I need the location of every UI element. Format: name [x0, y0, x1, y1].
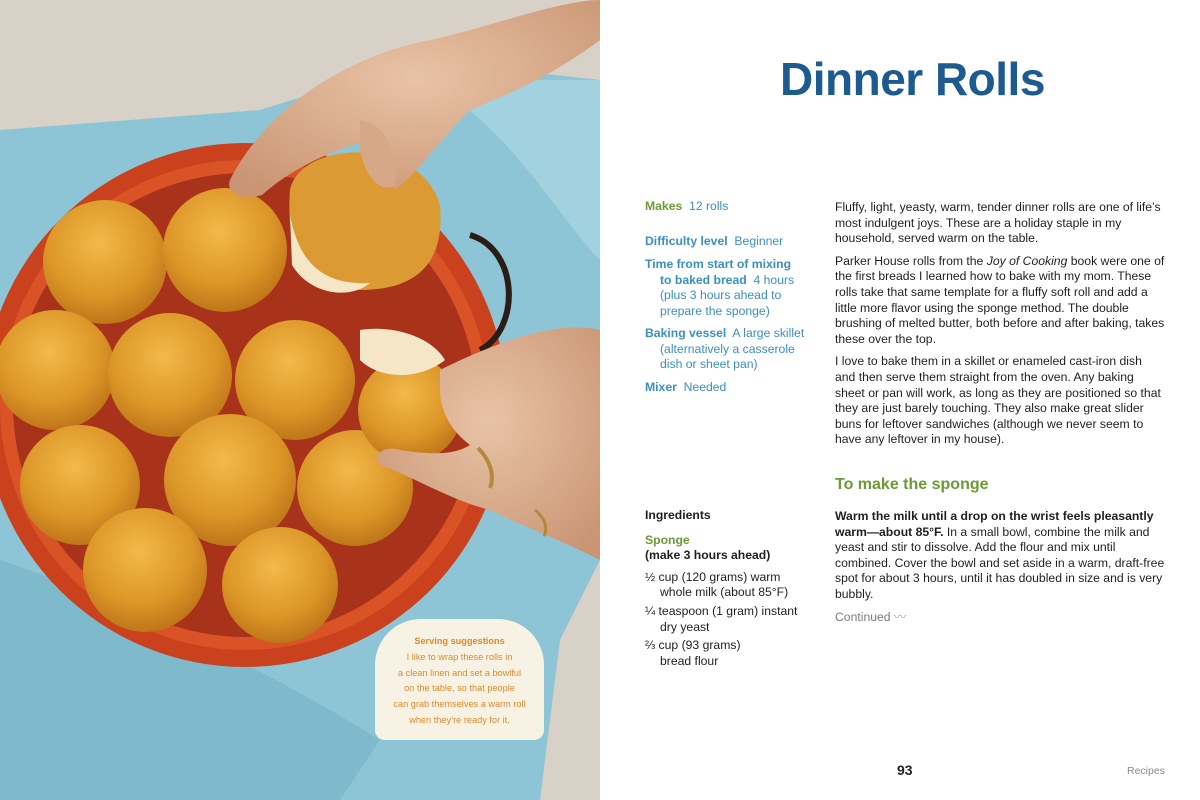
serving-suggestions-title: Serving suggestions [414, 636, 505, 646]
ingredient-item [645, 638, 820, 669]
meta-difficulty-value: Beginner [734, 234, 784, 248]
ingredients-list [645, 508, 820, 672]
meta-difficulty-label: Difficulty level [645, 234, 728, 248]
ingredient-line: ⅔ cup (93 grams) [645, 638, 741, 653]
meta-difficulty [645, 234, 815, 250]
meta-time-value: 4 hours [753, 272, 795, 287]
meta-mixer [645, 380, 815, 396]
ingredient-line: bread flour [660, 653, 719, 668]
method-lead: Warm the milk until a drop on the wrist feels pleasantly warm—about 85°F. [835, 509, 1154, 539]
book-title: Joy of Cooking [986, 253, 1068, 268]
ingredient-line: whole milk (about 85°F) [660, 585, 789, 600]
meta-time-label: to baked bread [660, 272, 747, 287]
serving-suggestions-card [375, 619, 544, 740]
intro-paragraph: Fluffy, light, yeasty, warm, tender dinner rolls are one of life’s most indulgent joys. These are a holiday staple in my household, served warm on the table. [835, 200, 1161, 246]
meta-makes-label: Makes [645, 199, 683, 213]
ingredient-item [645, 604, 820, 635]
ingredient-line: ½ cup (120 grams) warm [645, 569, 781, 584]
continued-label [835, 610, 1165, 626]
serving-suggestions-line: when they’re ready for it. [409, 714, 510, 725]
sponge-section-heading: To make the sponge [835, 476, 989, 493]
meta-vessel-label: Baking vessel [645, 326, 727, 340]
ingredient-item [645, 570, 820, 601]
meta-time [645, 257, 815, 319]
sponge-method [835, 509, 1165, 625]
meta-time-label: Time from start of mixing [645, 257, 792, 271]
meta-mixer-label: Mixer [645, 380, 677, 394]
method-paragraph [835, 509, 1165, 603]
intro-text: book were one of the first breads I learned how to bake with my mom. These rolls take that same template for a fluffy soft roll and add a little more flavor using the sponge method. The double brushing of melted butter, both before and after baking, takes these over the top. [835, 253, 1165, 346]
intro-paragraph: I love to bake them in a skillet or enameled cast-iron dish and then serve them straight from the oven. Any baking sheet or pan will work, as long as they are positioned so that they are just barely touching. They also make great slider buns for leftover sandwiches (although we never seem to have any leftover in my house). [835, 354, 1161, 447]
ingredients-heading: Ingredients [645, 508, 711, 522]
page-number: 93 [897, 762, 913, 778]
ingredient-line: ¼ teaspoon (1 gram) instant [645, 603, 798, 618]
intro-text: Parker House rolls from the [835, 253, 987, 268]
intro-paragraph [835, 254, 1165, 348]
sponge-note: (make 3 hours ahead) [645, 548, 771, 563]
recipe-intro [835, 200, 1165, 455]
meta-mixer-value: Needed [683, 380, 727, 394]
continued-text: Continued [835, 609, 891, 624]
section-name: Recipes [1127, 765, 1165, 777]
continued-wave-icon: 〰 [893, 609, 907, 624]
meta-vessel-value: dish or sheet pan) [660, 357, 758, 372]
meta-makes [645, 199, 815, 215]
meta-vessel-value: A large skillet [732, 326, 805, 340]
serving-suggestions-line: on the table, so that people [404, 683, 515, 694]
serving-suggestions-line: I like to wrap these rolls in [406, 651, 513, 662]
meta-time-value: (plus 3 hours ahead to [660, 288, 782, 303]
serving-suggestions-line: a clean linen and set a bowlful [397, 667, 522, 678]
sponge-label: Sponge [645, 532, 690, 547]
meta-vessel [645, 326, 815, 373]
serving-suggestions-line: can grab themselves a warm roll [393, 699, 526, 710]
ingredient-line: dry yeast [660, 619, 710, 634]
method-body: In a small bowl, combine the milk and yeast and stir to dissolve. Add the flour and mix until combined. Cover the bowl and set aside in a warm, draft-free spot for about 3 hours, until it has doubled in size and is very bubbly. [835, 524, 1165, 601]
meta-vessel-value: (alternatively a casserole [660, 341, 795, 356]
meta-time-value: prepare the sponge) [660, 303, 770, 318]
meta-makes-value: 12 rolls [689, 199, 729, 213]
recipe-title: Dinner Rolls [780, 53, 1045, 105]
